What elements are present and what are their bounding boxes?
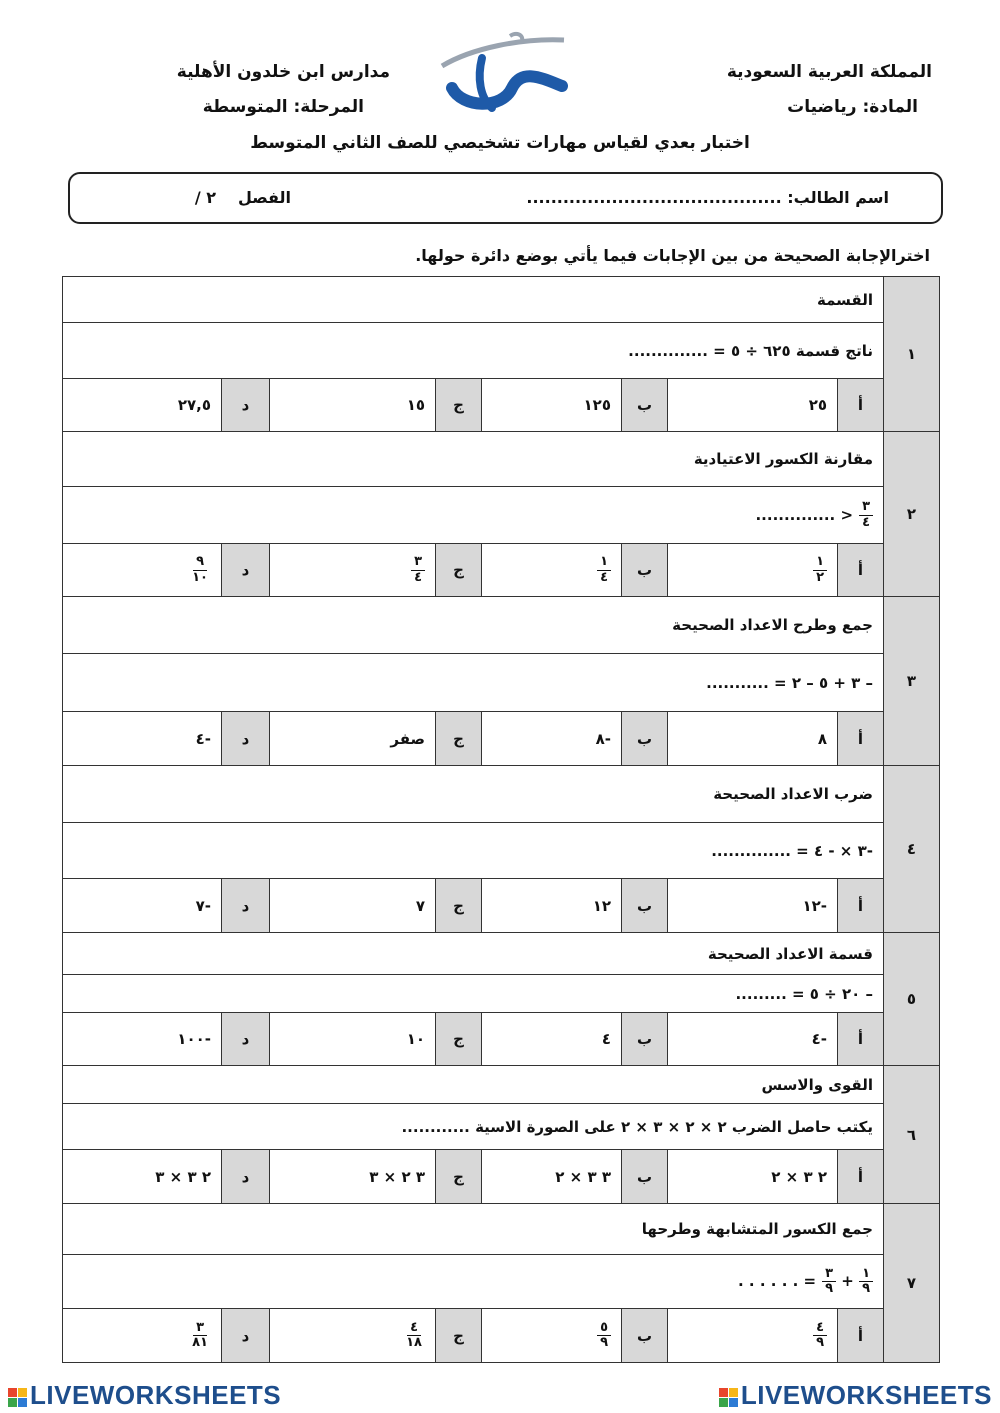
fraction-denominator: ٤ bbox=[414, 569, 422, 585]
answer-option[interactable] bbox=[63, 1150, 222, 1204]
question-topic-row bbox=[63, 933, 940, 975]
fraction-numerator: ٣ bbox=[193, 1321, 207, 1336]
question-number: ١ bbox=[884, 277, 940, 432]
fraction bbox=[822, 1267, 836, 1297]
fraction-numerator: ٩ bbox=[193, 555, 207, 570]
answer-option[interactable] bbox=[63, 1013, 222, 1066]
kingdom-text: المملكة العربية السعودية bbox=[726, 62, 932, 82]
questions-table bbox=[62, 276, 940, 1363]
answer-option[interactable] bbox=[668, 712, 838, 766]
answer-option[interactable] bbox=[482, 544, 622, 597]
option-label: د bbox=[222, 544, 270, 597]
question-prompt bbox=[63, 1104, 884, 1150]
question-topic-row bbox=[63, 277, 940, 323]
question-topic-row bbox=[63, 597, 940, 654]
question-options-row bbox=[63, 712, 940, 766]
fraction-denominator: ٩ bbox=[600, 1335, 608, 1350]
option-label: أ bbox=[838, 544, 884, 597]
question-prompt-row bbox=[63, 975, 940, 1013]
student-name-field[interactable]: اسم الطالب: .......................................... bbox=[526, 188, 889, 207]
question-prompt bbox=[63, 487, 884, 544]
option-text: ٨ bbox=[817, 729, 827, 748]
question-options-row bbox=[63, 1013, 940, 1066]
answer-option[interactable] bbox=[482, 879, 622, 933]
answer-option[interactable] bbox=[270, 879, 436, 933]
question-topic-row bbox=[63, 766, 940, 823]
option-text: صفر bbox=[390, 729, 425, 748]
student-info-box bbox=[68, 172, 943, 224]
fraction-numerator: ٣ bbox=[859, 500, 873, 515]
question-prompt-row bbox=[63, 1104, 940, 1150]
fraction-denominator: ٩ bbox=[825, 1281, 834, 1296]
answer-option[interactable] bbox=[668, 544, 838, 597]
option-label: ب bbox=[622, 1013, 668, 1066]
answer-option[interactable] bbox=[668, 379, 838, 432]
prompt-expression bbox=[755, 499, 873, 530]
question-number: ٤ bbox=[884, 766, 940, 933]
class-value[interactable]: ٢ / bbox=[194, 188, 216, 207]
prompt-tail: < .............. bbox=[755, 505, 854, 524]
prompt-tail: = . . . . . . bbox=[738, 1272, 817, 1290]
fraction bbox=[411, 555, 425, 585]
answer-option[interactable] bbox=[482, 1309, 622, 1363]
option-label: ج bbox=[436, 1150, 482, 1204]
question-prompt bbox=[63, 654, 884, 712]
option-label: ب bbox=[622, 1309, 668, 1363]
option-text: -١٢ bbox=[802, 896, 827, 915]
question-prompt-row bbox=[63, 1255, 940, 1309]
fraction-denominator: ٢ bbox=[816, 569, 824, 585]
answer-option[interactable] bbox=[270, 544, 436, 597]
fraction-denominator: ١٠ bbox=[192, 569, 208, 585]
question-prompt bbox=[63, 323, 884, 379]
option-label: ب bbox=[622, 379, 668, 432]
answer-option[interactable] bbox=[63, 1309, 222, 1363]
question-topic-row bbox=[63, 1066, 940, 1104]
footer-brand-right bbox=[719, 1380, 992, 1411]
fraction bbox=[813, 555, 827, 585]
question-prompt bbox=[63, 1255, 884, 1309]
question-topic: مقارنة الكسور الاعتيادية bbox=[63, 432, 884, 487]
fraction-numerator: ٣ bbox=[822, 1267, 836, 1282]
fraction-numerator: ٥ bbox=[597, 1321, 611, 1336]
answer-option[interactable] bbox=[668, 1150, 838, 1204]
question-options-row bbox=[63, 544, 940, 597]
question-topic: القوى والاسس bbox=[63, 1066, 884, 1104]
option-text: ١٠ bbox=[406, 1030, 425, 1048]
fraction-numerator: ١ bbox=[859, 1267, 873, 1282]
footer-brand-left bbox=[8, 1380, 281, 1411]
option-text: -٤ bbox=[811, 1030, 827, 1048]
option-text: ٤ bbox=[601, 1030, 611, 1048]
fraction-denominator: ٩ bbox=[862, 1281, 870, 1296]
liveworksheets-icon bbox=[8, 1388, 27, 1407]
question-topic: قسمة الاعداد الصحيحة bbox=[63, 933, 884, 975]
fraction bbox=[189, 1321, 211, 1351]
fraction-numerator: ١ bbox=[597, 555, 611, 570]
fraction-denominator: ١٨ bbox=[406, 1335, 422, 1350]
answer-option[interactable] bbox=[482, 1150, 622, 1204]
fraction bbox=[403, 1321, 425, 1351]
option-text: -١٠٠ bbox=[177, 1030, 211, 1048]
fraction bbox=[859, 1267, 873, 1297]
option-label: د bbox=[222, 712, 270, 766]
answer-option[interactable] bbox=[63, 712, 222, 766]
question-number: ٧ bbox=[884, 1204, 940, 1363]
prompt-text: – ٣ + ٥ – ٢ = ........... bbox=[706, 673, 873, 692]
option-text: ٧ bbox=[415, 896, 425, 915]
option-label: ب bbox=[622, 1150, 668, 1204]
subject-text: المادة: رياضيات bbox=[787, 97, 918, 117]
question-number: ٥ bbox=[884, 933, 940, 1066]
question-topic: جمع وطرح الاعداد الصحيحة bbox=[63, 597, 884, 654]
option-label: ب bbox=[622, 544, 668, 597]
option-label: أ bbox=[838, 879, 884, 933]
option-text: ١٢ bbox=[592, 896, 611, 915]
option-label: ج bbox=[436, 1309, 482, 1363]
question-options-row bbox=[63, 879, 940, 933]
question-options-row bbox=[63, 379, 940, 432]
question-number: ٦ bbox=[884, 1066, 940, 1204]
option-label: ج bbox=[436, 544, 482, 597]
option-label: د bbox=[222, 879, 270, 933]
fraction-numerator: ١ bbox=[813, 555, 827, 570]
option-text: ٢٧,٥ bbox=[177, 396, 211, 414]
answer-option[interactable] bbox=[668, 1309, 838, 1363]
answer-option[interactable] bbox=[63, 879, 222, 933]
option-text: ٢٥ bbox=[808, 396, 827, 414]
question-prompt-row bbox=[63, 654, 940, 712]
fraction bbox=[597, 1321, 611, 1351]
liveworksheets-icon bbox=[719, 1388, 738, 1407]
answer-option[interactable] bbox=[63, 379, 222, 432]
option-label: ج bbox=[436, 712, 482, 766]
option-text: ٣ ٢ × ٣ bbox=[369, 1167, 425, 1186]
plus-sign: + bbox=[836, 1272, 860, 1290]
option-text: ١٢٥ bbox=[583, 396, 611, 414]
option-text: -٤ bbox=[195, 729, 211, 748]
prompt-text: ناتج قسمة ٦٢٥ ÷ ٥ = .............. bbox=[628, 341, 873, 360]
question-prompt-row bbox=[63, 823, 940, 879]
option-text: ٢ ٣ × ٣ bbox=[155, 1167, 211, 1186]
fraction-numerator: ٤ bbox=[813, 1321, 827, 1336]
option-text: -٨ bbox=[595, 729, 611, 748]
answer-option[interactable] bbox=[270, 1013, 436, 1066]
question-topic: القسمة bbox=[63, 277, 884, 323]
question-options-row bbox=[63, 1309, 940, 1363]
option-text: ٢ ٣ × ٢ bbox=[771, 1167, 827, 1186]
fraction bbox=[859, 500, 873, 530]
fraction bbox=[597, 555, 611, 585]
question-topic-row bbox=[63, 432, 940, 487]
school-logo bbox=[432, 28, 572, 118]
fraction-denominator: ٤ bbox=[600, 569, 608, 585]
answer-option[interactable] bbox=[270, 712, 436, 766]
option-label: د bbox=[222, 1309, 270, 1363]
exam-title: اختبار بعدي لقياس مهارات تشخيصي للصف الثاني المتوسط bbox=[250, 133, 750, 153]
answer-option[interactable] bbox=[482, 1013, 622, 1066]
answer-option[interactable] bbox=[482, 379, 622, 432]
option-label: ج bbox=[436, 1013, 482, 1066]
answer-option[interactable] bbox=[270, 379, 436, 432]
option-label: ب bbox=[622, 879, 668, 933]
option-text: ٣ ٣ × ٢ bbox=[555, 1167, 611, 1186]
question-prompt bbox=[63, 975, 884, 1013]
fraction-denominator: ٩ bbox=[816, 1335, 824, 1350]
option-label: د bbox=[222, 1013, 270, 1066]
question-topic: ضرب الاعداد الصحيحة bbox=[63, 766, 884, 823]
option-label: أ bbox=[838, 379, 884, 432]
question-prompt-row bbox=[63, 323, 940, 379]
fraction bbox=[189, 555, 211, 585]
answer-option[interactable] bbox=[482, 712, 622, 766]
stage-text: المرحلة: المتوسطة bbox=[202, 97, 364, 117]
prompt-text: يكتب حاصل الضرب ٢ × ٢ × ٣ × ٢ على الصورة الاسية ............ bbox=[401, 1117, 873, 1136]
answer-option[interactable] bbox=[668, 879, 838, 933]
option-label: أ bbox=[838, 1150, 884, 1204]
prompt-text: – ٢٠ ÷ ٥ = ......... bbox=[735, 984, 873, 1003]
option-label: ب bbox=[622, 712, 668, 766]
question-number: ٢ bbox=[884, 432, 940, 597]
prompt-text: -٣ × - ٤ = .............. bbox=[711, 841, 873, 860]
option-label: د bbox=[222, 379, 270, 432]
option-label: د bbox=[222, 1150, 270, 1204]
option-label: ج bbox=[436, 379, 482, 432]
fraction bbox=[813, 1321, 827, 1351]
question-number: ٣ bbox=[884, 597, 940, 766]
fraction-denominator: ٨١ bbox=[192, 1335, 208, 1350]
answer-option[interactable] bbox=[668, 1013, 838, 1066]
question-topic: جمع الكسور المتشابهة وطرحها bbox=[63, 1204, 884, 1255]
school-text: مدارس ابن خلدون الأهلية bbox=[176, 62, 390, 82]
footer-brand-left-text: LIVEWORKSHEETS bbox=[30, 1380, 282, 1410]
fraction-numerator: ٣ bbox=[411, 555, 425, 570]
option-label: أ bbox=[838, 712, 884, 766]
option-label: أ bbox=[838, 1013, 884, 1066]
question-prompt-row bbox=[63, 487, 940, 544]
option-text: -٧ bbox=[195, 896, 211, 915]
option-label: أ bbox=[838, 1309, 884, 1363]
answer-option[interactable] bbox=[270, 1309, 436, 1363]
question-prompt bbox=[63, 823, 884, 879]
instruction-text: اخترالإجابة الصحيحة من بين الإجابات فيما يأتي بوضع دائرة حولها. bbox=[415, 246, 930, 265]
option-label: ج bbox=[436, 879, 482, 933]
footer-brand-right-text: LIVEWORKSHEETS bbox=[740, 1380, 992, 1410]
fraction-denominator: ٤ bbox=[862, 514, 870, 530]
option-text: ١٥ bbox=[406, 396, 425, 414]
answer-option[interactable] bbox=[270, 1150, 436, 1204]
question-options-row bbox=[63, 1150, 940, 1204]
fraction-numerator: ٤ bbox=[407, 1321, 421, 1336]
class-label: الفصل bbox=[237, 188, 291, 207]
answer-option[interactable] bbox=[63, 544, 222, 597]
question-topic-row bbox=[63, 1204, 940, 1255]
prompt-expression bbox=[738, 1265, 873, 1296]
